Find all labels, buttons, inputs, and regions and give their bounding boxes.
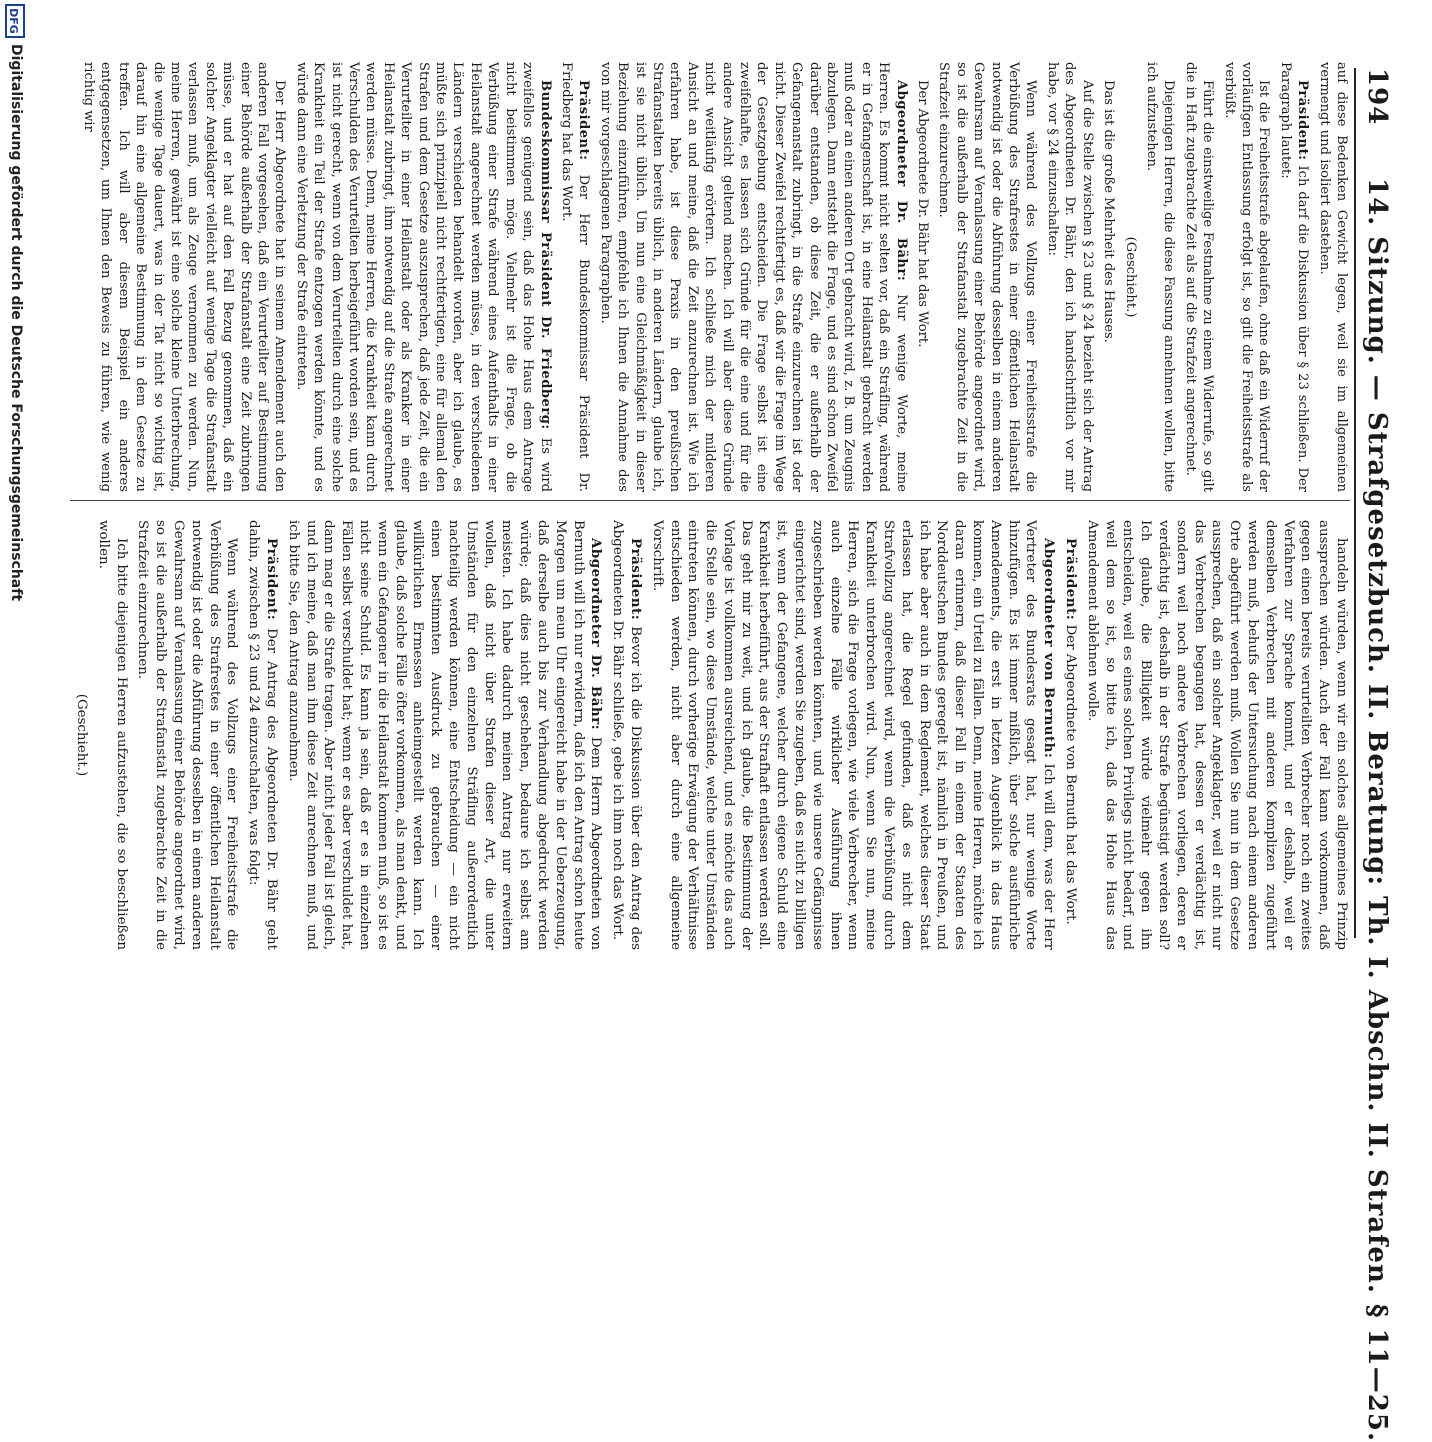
header-rule — [1354, 68, 1356, 938]
paragraph — [608, 520, 644, 950]
paragraph — [1315, 62, 1350, 492]
paragraph — [1143, 62, 1178, 492]
paragraph — [648, 520, 1057, 950]
paragraph-text: Dem Herrn Abgeordneten von Bernuth will ich nur erwidern, daß ich den Antrag schon heute Morgen um neun Uhr eingereicht habe in der Ueberzeugung, daß derselbe auch bis zur Verhandlung abgedruckt werden würde; daß dies nicht geschehen, bedaure ich selbst am meisten. Ich habe dadurch meinen Antrag nur erweitern wollen, daß nicht über Strafen dieser Art, die unter Umständen für den einzelnen Sträfling außerordentlich nachteilig werden können, eine Entscheidung — ein nicht einen bestimmten Ausdruck zu gebrauchen — einer willkürlichen Ermessen anheimgestellt werden kann. Ich glaube, daß solche Fälle öfter vorkommen, als man denkt, und wenn ein Gefangener in die Heilanstalt kommen muß, so ist es nicht seine Schuld. Es kann ja sein, daß er es in einzelnen Fällen selbst verschuldet hat; wenn er es aber verschuldet hat, dann mag er die Strafe tragen. Aber nicht jeder Fall ist gleich, und ich meine, daß man ihm diese Zeit anrechnen muß, und ich bitte Sie, den Antrag anzunehmen. — [285, 520, 604, 950]
paragraph — [1100, 62, 1117, 492]
paragraph-text: Nur wenige Worte, meine Herren. Es kommt nicht selten vor, daß ein Sträfling, während er in Gefangenschaft ist, in eine Heilanstalt gebracht werden muß oder an einen anderen Ort gebracht wird, z. B. um Zeugnis abzulegen. Dann entsteht die Frage, und es sind schon Zweifel darüber entstanden, ob diese Zeit, die er außerhalb der Gefangenanstalt zubringt, in die Strafe einzurechnen ist oder nicht. Dieser Zweifel rechtfertigt es, daß wir die Frage im Wege der Gesetzgebung entscheiden. Die Frage selbst ist eine zweifelhafte, es lassen sich Gründe für die eine und für die andere Ansicht geltend machen. Ich will aber diese Gründe nicht weitläufig erörtern. Ich schließe mich der milderen Ansicht an und meine, daß die Zeit anzurechnen ist. Wie ich erfahren habe, ist diese Praxis in den preußischen Strafanstalten bereits üblich, in anderen Ländern, glaube ich, ist sie nicht üblich. Um nun eine Gleichmäßigkeit in dieser Beziehung einzuführen, empfehle ich Ihnen die Annahme des von mir vorgeschlagenen Paragraphen. — [597, 62, 909, 492]
digitization-note: Digitalisierung gefördert durch die Deutsche Forschungsgemeinschaft — [8, 44, 24, 602]
text-column-right — [72, 520, 1350, 950]
paragraph-text: auf diese Bedenken Gewicht legen, weil sie im allgemeinen vermengt und isoliert dastehen. — [1316, 62, 1349, 492]
paragraph-text: Der Herr Bundeskommissar Präsident Dr. Friedberg hat das Wort. — [558, 62, 592, 492]
page-number: 194 — [1362, 68, 1392, 126]
paragraph — [935, 62, 1039, 492]
paragraph-text: (Geschieht.) — [74, 693, 90, 777]
speaker-name: Präsident: — [627, 538, 644, 621]
paragraph — [80, 62, 289, 492]
paragraph — [1044, 62, 1096, 492]
column-divider — [70, 500, 1350, 501]
paragraph — [134, 520, 241, 950]
speaker-name: Präsident: — [576, 80, 592, 161]
speaker-name: Abgeordneter Dr. Bähr: — [588, 538, 605, 731]
paragraph-text: handeln würden, wenn wir ein solches allgemeines Prinzip aussprechen würden. Auch der Fall kann vorkommen, daß gegen einen bereits verurteilten Verbrecher noch ein zweites Verfahren zur Sprache kommt, und er deshalb, weil er demselben Verbrechen mit anderen Komplizen zugeführt werden muß, behufs der Untersuchung nach einem anderen Orte abgeführt werden muß. Wollen Sie nun in dem Gesetze aussprechen, daß ein solcher Angeklagter, weil er nicht nur das Verbrechen begangen hat, dessen er verdächtig ist, sondern weil noch andere Verbrechen vorliegen, deren er verdächtig ist, deshalb in der Strafe begünstigt werden soll? Ich glaube, die Billigkeit würde vielmehr gegen ihn entscheiden, weil es eines solchen Privilegs nicht bedarf, und weil dem so ist, so bitte ich, daß das Hohe Haus das Amendement ablehnen wolle. — [1084, 520, 1349, 950]
paragraph — [1083, 520, 1350, 950]
paragraph-text: (Geschieht.) — [1122, 236, 1138, 318]
paragraph-text: Ich will dem, was der Herr Vertreter des Bundesrats gesagt hat, nur wenige Worte hinzufügen. Es ist immer mißlich, über solche ausführliche Amendements, die erst in letzten Augenblick in das Haus kommen, ein Urteil zu fällen. Denn, meine Herren, möchte ich daran erinnern, daß dieser Fall in einem der Staaten des Norddeutschen Bundes geregelt ist, nämlich in Preußen, und ich habe aber auch in dem Reglement, welches dieser Staat erlassen hat, die Regel gefunden, daß es nicht dem Strafvollzug angerechnet wird, wenn die Verbüßung durch Krankheit unterbrochen wird. Nun, wenn Sie nun, meine Herren, sich die Frage vorlegen, wie viele Verbrecher, wenn auch einzelne Fälle wirklicher Ausführung ihnen zugeschrieben werden könnten, und wie unsere Gefängnisse eingerichtet sind, werden Sie zugeben, daß es nicht zu billigen ist, wenn der Gefangene, welcher durch eigene Schuld eine Krankheit herbeiführt, aus der Strafhaft entlassen werden soll. Das geht mir zu weit, und ich glaube, die Bestimmung der Vorlage ist vollkommen ausreichend, und es möchte das auch die Stelle sein, wo diese Umstände, welche unter Umständen eintreten können, durch vorherige Erwägung der Verhältnisse entschieden werden, nicht aber durch eine allgemeine Vorschrift. — [649, 520, 1057, 950]
paragraph-text: Der Herr Abgeordnete hat in seinem Amendement auch den anderen Fall vorgesehen, daß ein Verurteilter auf Bestimmung einer Behörde außerhalb der Strafanstalt eine Zeit zubringen müsse, und er hat auf den Fall Bezug genommen, daß ein solcher Angeklagter vielleicht auf wenige Tage die Strafanstalt verlassen muß, um als Zeuge vernommen zu werden. Nun, meine Herren, gewährt ist eine solche kleine Unterbrechung, die wenige Tage dauert, was in der Tat nicht so wichtig ist, darauf hin eine allgemeine Bestimmung in dem Gesetze zu treffen. Ich will aber diesem Beispiel ein anderes entgegensetzen, um Ihnen den Beweis zu führen, wie wenig richtig wir — [80, 62, 288, 492]
paragraph-text: Auf die Stelle zwischen § 23 und § 24 bezieht sich der Antrag des Abgeordneten Dr. Bähr, den ich handschriftlich vor mir habe, vor § 24 einzuschalten: — [1044, 62, 1095, 492]
paragraph — [72, 520, 90, 950]
paragraph-text: Ich darf die Diskussion über § 23 schließen. Der Paragraph lautet: — [1277, 62, 1311, 492]
paragraph — [914, 62, 931, 492]
paragraph-text: Diejenigen Herren, die diese Fassung annehmen wollen, bitte ich aufzustehen. — [1143, 62, 1177, 492]
paragraph — [284, 520, 604, 950]
paragraph — [1121, 62, 1138, 492]
paragraph-text: Führt die einstweilige Festnahme zu einem Widerrufe, so gilt die in Haft zugebrachte Zeit als auf die Strafzeit angerechnet. — [1182, 62, 1216, 492]
paragraph-text: Bevor ich die Diskussion über den Antrag des Abgeordneten Dr. Bähr schließe, gebe ich ihm noch das Wort. — [610, 520, 643, 950]
speaker-name: Präsident: — [263, 538, 280, 621]
paragraph-text: Ist die Freiheitsstrafe abgelaufen, ohne daß ein Widerruf der vorläufigen Entlassung erfolgt ist, so gilt die Freiheitsstrafe als verbüßt. — [1221, 62, 1272, 492]
paragraph-text: Der Abgeordnete Dr. Bähr hat das Wort. — [915, 80, 931, 348]
paragraph-text: Wenn während des Vollzugs einer Freiheitsstrafe die Verbüßung des Strafrestes in einer öffentlichen Heilanstalt notwendig ist oder die Abführung desselben in einem anderen Gewahrsam auf Veranlassung einer Behörde angeordnet wird, so ist die außerhalb der Strafanstalt zugebrachte Zeit in die Strafzeit einzurechnen. — [936, 62, 1039, 492]
paragraph — [1276, 62, 1311, 492]
paragraph — [1061, 520, 1079, 950]
dfg-logo: DFG — [5, 4, 25, 38]
speaker-name: Präsident: — [1063, 538, 1080, 621]
paragraph — [1181, 62, 1216, 492]
paragraph-text: Der Antrag des Abgeordneten Dr. Bähr geht dahin, zwischen § 23 und 24 einzuschalten, was folgt: — [246, 520, 279, 950]
paragraph-text: Der Abgeordnete von Bernuth hat das Wort. — [1063, 620, 1079, 925]
page-header — [1358, 68, 1392, 1442]
speaker-name: Präsident: — [1295, 80, 1311, 161]
paragraph — [292, 62, 553, 492]
paragraph-text: Es wird zweifellos genügend sein, daß das Hohe Haus dem Antrage nicht beistimmen möge. Vielmehr ist die Frage, ob die Verbüßung einer Strafe während eines Aufenthalts in einer Heilanstalt angerechnet werden müsse, in den verschiedenen Ländern verschieden behandelt worden, aber ich glaube, es müßte sich prinzipiell nicht rechtfertigen, eine für allemal den Strafen und dem Gesetze auszusprechen, daß jede Zeit, die ein Verurteilter in einer Heilanstalt oder als Kranker in einer Heilanstalt zubringt, ihm notwendig auf die Strafe angerechnet werden müsse. Denn, meine Herren, die Krankheit kann durch Verschulden des Verurteilten herbeigeführt worden sein, und es ist nicht gerecht, wenn von dem Verurteilten durch eine solche Krankheit ein Teil der Strafe entzogen werden könnte, und es würde dann eine Verletzung der Strafe eintreten. — [293, 62, 553, 492]
paragraph-text: Das ist die große Mehrheit des Hauses. — [1101, 80, 1117, 343]
paragraph-text: Ich bitte diejenigen Herren aufzustehen, die so beschließen wollen. — [95, 520, 129, 950]
speaker-name: Bundeskommissar Präsident Dr. Friedberg: — [537, 80, 553, 430]
running-title: 14. Sitzung. — Strafgesetzbuch. II. Beratung: Th. I. Abschn. II. Strafen. § 11—25. — [1362, 178, 1392, 1442]
paragraph-text: Wenn während des Vollzugs einer Freiheitsstrafe die Verbüßung des Strafrestes in einer öffentlichen Heilanstalt notwendig ist oder die Abführung desselben in einem anderen Gewahrsam auf Veranlassung einer Behörde angeordnet wird, so ist die außerhalb der Strafanstalt zugebrachte Zeit in die Strafzeit einzurechnen. — [135, 520, 240, 950]
speaker-name: Abgeordneter von Bernuth: — [1041, 538, 1058, 759]
paragraph — [94, 520, 130, 950]
speaker-name: Abgeordneter Dr. Bähr: — [893, 80, 909, 282]
digitization-footer — [3, 0, 27, 1000]
paragraph — [558, 62, 593, 492]
paragraph — [244, 520, 280, 950]
paragraph — [596, 62, 909, 492]
text-column-left — [80, 62, 1350, 492]
paragraph — [1220, 62, 1272, 492]
